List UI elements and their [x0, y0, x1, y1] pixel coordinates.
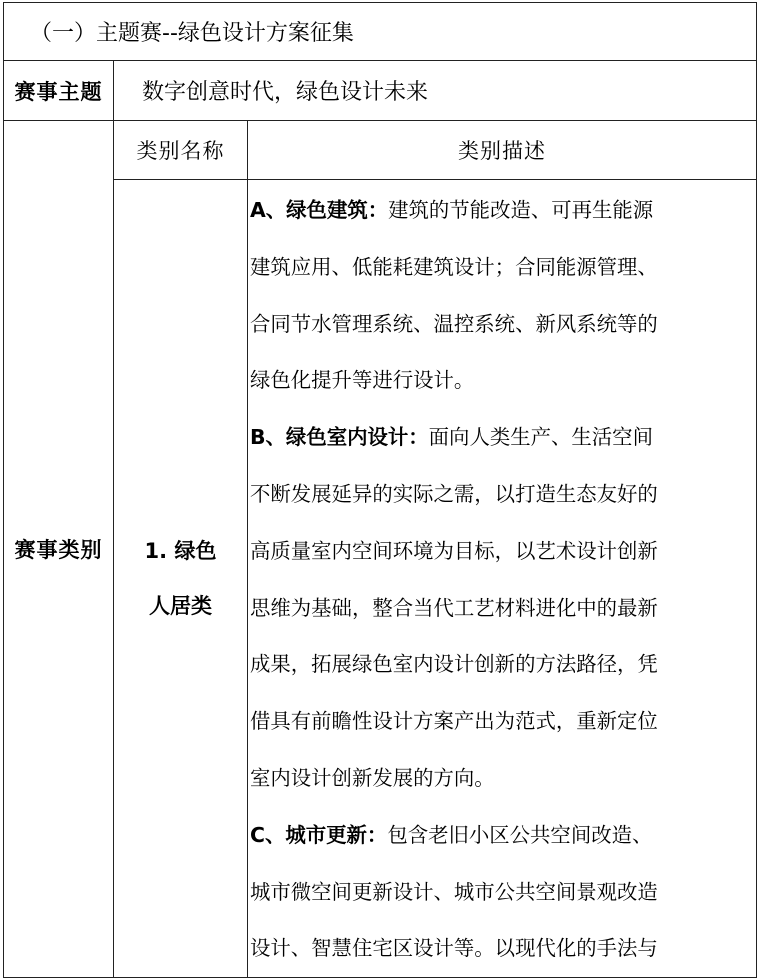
desc-item-c-line: 设计、智慧住宅区设计等。以现代化的手法与 [250, 936, 658, 961]
desc-item-b-line: 借具有前瞻性设计方案产出为范式，重新定位 [250, 709, 658, 734]
theme-value: 数字创意时代，绿色设计未来 [114, 61, 757, 121]
desc-item-a-line: 建筑的节能改造、可再生能源 [388, 198, 654, 222]
desc-item-a-head: A、绿色建筑： [250, 198, 389, 222]
category-name-cell [114, 180, 248, 978]
category-label: 赛事类别 [4, 121, 114, 978]
desc-item-a-line: 建筑应用、低能耗建筑设计；合同能源管理、 [250, 254, 658, 279]
desc-item-a [250, 182, 754, 409]
desc-item-b-line: 室内设计创新发展的方向。 [250, 765, 495, 790]
desc-item-c-head: C、城市更新： [250, 822, 388, 847]
desc-item-a-line: 绿色化提升等进行设计。 [250, 368, 475, 393]
desc-item-b-line: 高质量室内空间环境为目标，以艺术设计创新 [250, 538, 658, 563]
desc-item-a-line: 合同节水管理系统、温控系统、新风系统等的 [250, 311, 658, 336]
desc-item-b-line: 思维为基础，整合当代工艺材料进化中的最新 [250, 595, 658, 620]
desc-item-c [250, 807, 754, 977]
competition-table [3, 2, 757, 978]
desc-item-b-line: 面向人类生产、生活空间 [428, 425, 653, 450]
category-desc-cell [248, 180, 757, 978]
category-desc-header: 类别描述 [248, 121, 757, 180]
section-title: （一）主题赛--绿色设计方案征集 [4, 3, 757, 61]
desc-item-b-head: B、绿色室内设计： [250, 425, 429, 450]
desc-item-b-line: 不断发展延异的实际之需，以打造生态友好的 [250, 481, 658, 506]
desc-item-c-line: 城市微空间更新设计、城市公共空间景观改造 [250, 879, 658, 904]
desc-item-c-line: 包含老旧小区公共空间改造、 [387, 822, 653, 847]
desc-item-b [250, 409, 754, 807]
category-name-line2: 人居类 [149, 593, 212, 618]
desc-item-b-line: 成果，拓展绿色室内设计创新的方法路径，凭 [250, 652, 658, 677]
category-name-header: 类别名称 [114, 121, 248, 180]
category-name-line1: 1. 绿色 [144, 538, 217, 563]
theme-label: 赛事主题 [4, 61, 114, 121]
